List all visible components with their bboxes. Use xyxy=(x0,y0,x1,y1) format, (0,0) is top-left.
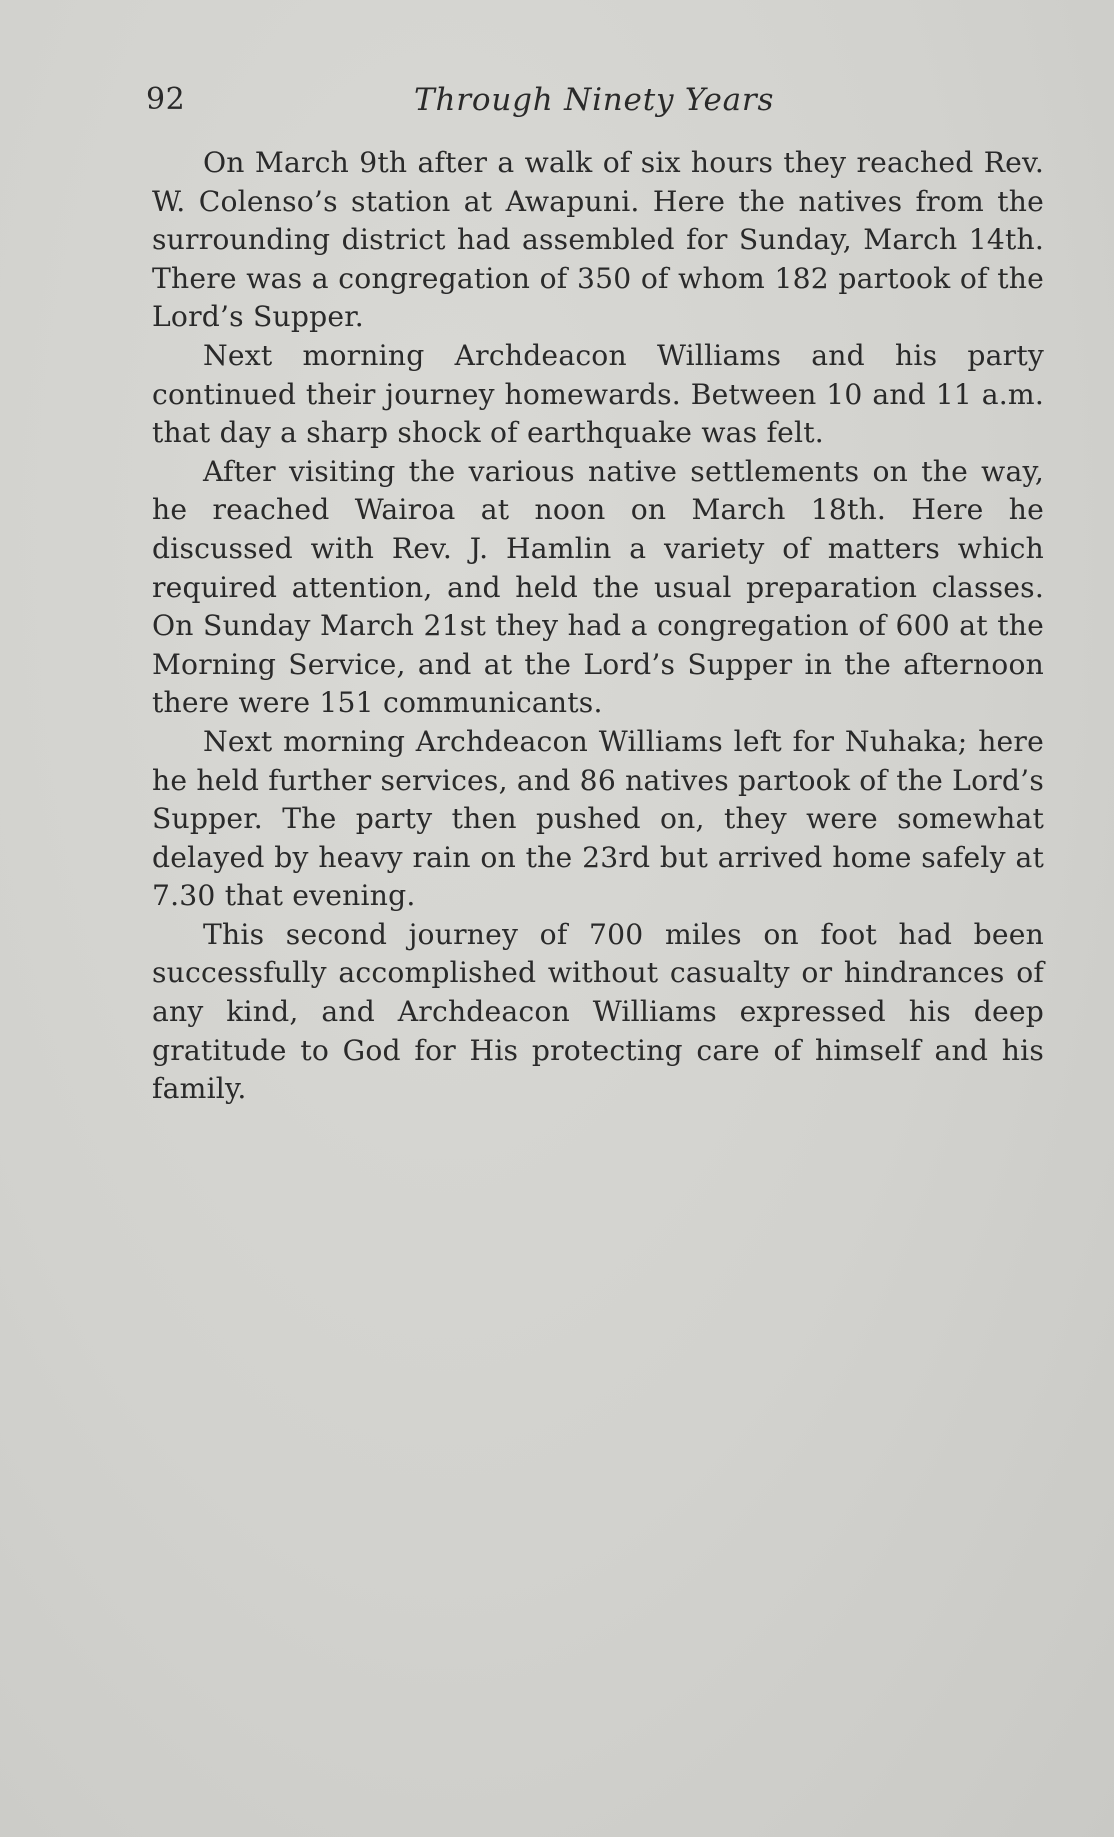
page-header xyxy=(146,82,1046,122)
paragraph: After visiting the various native settlements on the way, he reached Wairoa at noon on March 18th. Here he discussed with Rev. J. Hamlin a variety of matters which required attention, and held the usual preparation classes. On Sunday March 21st they had a congregation of 600 at the Morning Service, and at the Lord’s Supper in the afternoon there were 151 communicants. xyxy=(152,454,1044,720)
paragraph: Next morning Archdeacon Williams and his party continued their journey homewards. Between 10 and 11 a.m. that day a sharp shock of earthquake was felt. xyxy=(152,338,1044,450)
paragraph: Next morning Archdeacon Williams left for Nuhaka; here he held further services, and 86 natives partook of the Lord’s Supper. The party then pushed on, they were somewhat delayed by heavy rain on the 23rd but arrived home safely at 7.30 that evening. xyxy=(152,724,1044,913)
paragraph: This second journey of 700 miles on foot had been successfully accomplished without casualty or hindrances of any kind, and Archdeacon Williams expressed his deep gratitude to God for His protecting care of himself and his family. xyxy=(152,917,1044,1106)
body-text xyxy=(152,144,1044,1109)
page-number: 92 xyxy=(146,82,186,117)
running-title: Through Ninety Years xyxy=(414,82,775,118)
paragraph: On March 9th after a walk of six hours they reached Rev. W. Colenso’s station at Awapuni. Here the natives from the surrounding district had assembled for Sunday, March 14th. There was a congregation of 350 of whom 182 partook of the Lord’s Supper. xyxy=(152,146,1044,334)
